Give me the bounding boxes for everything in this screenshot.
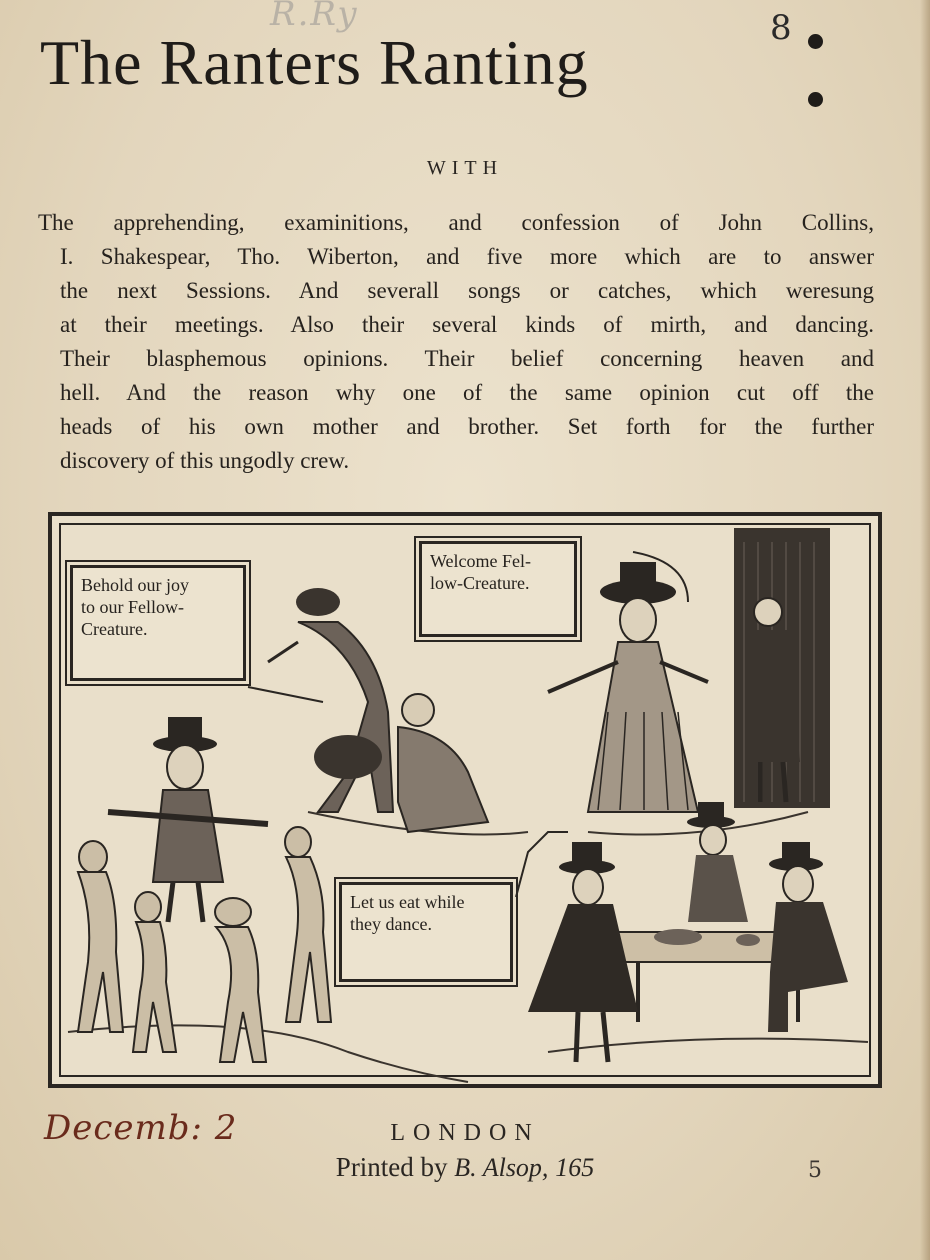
manuscript-date: Decemb: 2 [44,1108,238,1148]
description-line: The apprehending, examinitions, and confession of John Collins, [38,210,874,235]
description-line: Their blasphemous opinions. Their belief concerning heaven and [60,346,874,371]
imprint-year: 165 [555,1153,595,1182]
signature-mark: 5 [808,1158,822,1183]
caption-left [70,565,246,681]
caption-line: Creature. [81,619,148,639]
caption-line: Let us eat while [350,892,465,912]
imprint-city: LONDON [390,1120,540,1146]
description-line: heads of his own mother and brother. Set forth for the further [60,414,874,439]
description-paragraph [38,206,874,478]
woodcut-illustration [48,512,882,1088]
folio-number: 8 [770,8,792,48]
imprint-printer: Printed by [335,1152,448,1182]
subtitle-with: WITH [426,157,504,179]
pencil-note: R.Ry [270,0,359,34]
imprint-line [0,1152,930,1183]
description-line: at their meetings. Also their several kinds of mirth, and dancing. [60,312,874,337]
description-line: I. Shakespear, Tho. Wiberton, and five more which are to answer [60,244,874,269]
caption-line: Welcome Fel- [430,551,532,571]
caption-line: to our Fellow- [81,597,184,617]
caption-center [419,541,577,637]
page-title: The Ranters Ranting [40,27,589,98]
caption-line: Behold our joy [81,575,189,595]
imprint-name: B. Alsop, [454,1153,549,1182]
title-colon [800,34,830,114]
caption-bottom [339,882,513,982]
page-edge-shadow [920,0,930,1260]
description-line: discovery of this ungodly crew. [60,448,350,473]
description-line: hell. And the reason why one of the same opinion cut off the [60,380,874,405]
caption-line: low-Creature. [430,573,530,593]
description-line: the next Sessions. And severall songs or catches, which weresung [60,278,874,303]
caption-line: they dance. [350,914,432,934]
